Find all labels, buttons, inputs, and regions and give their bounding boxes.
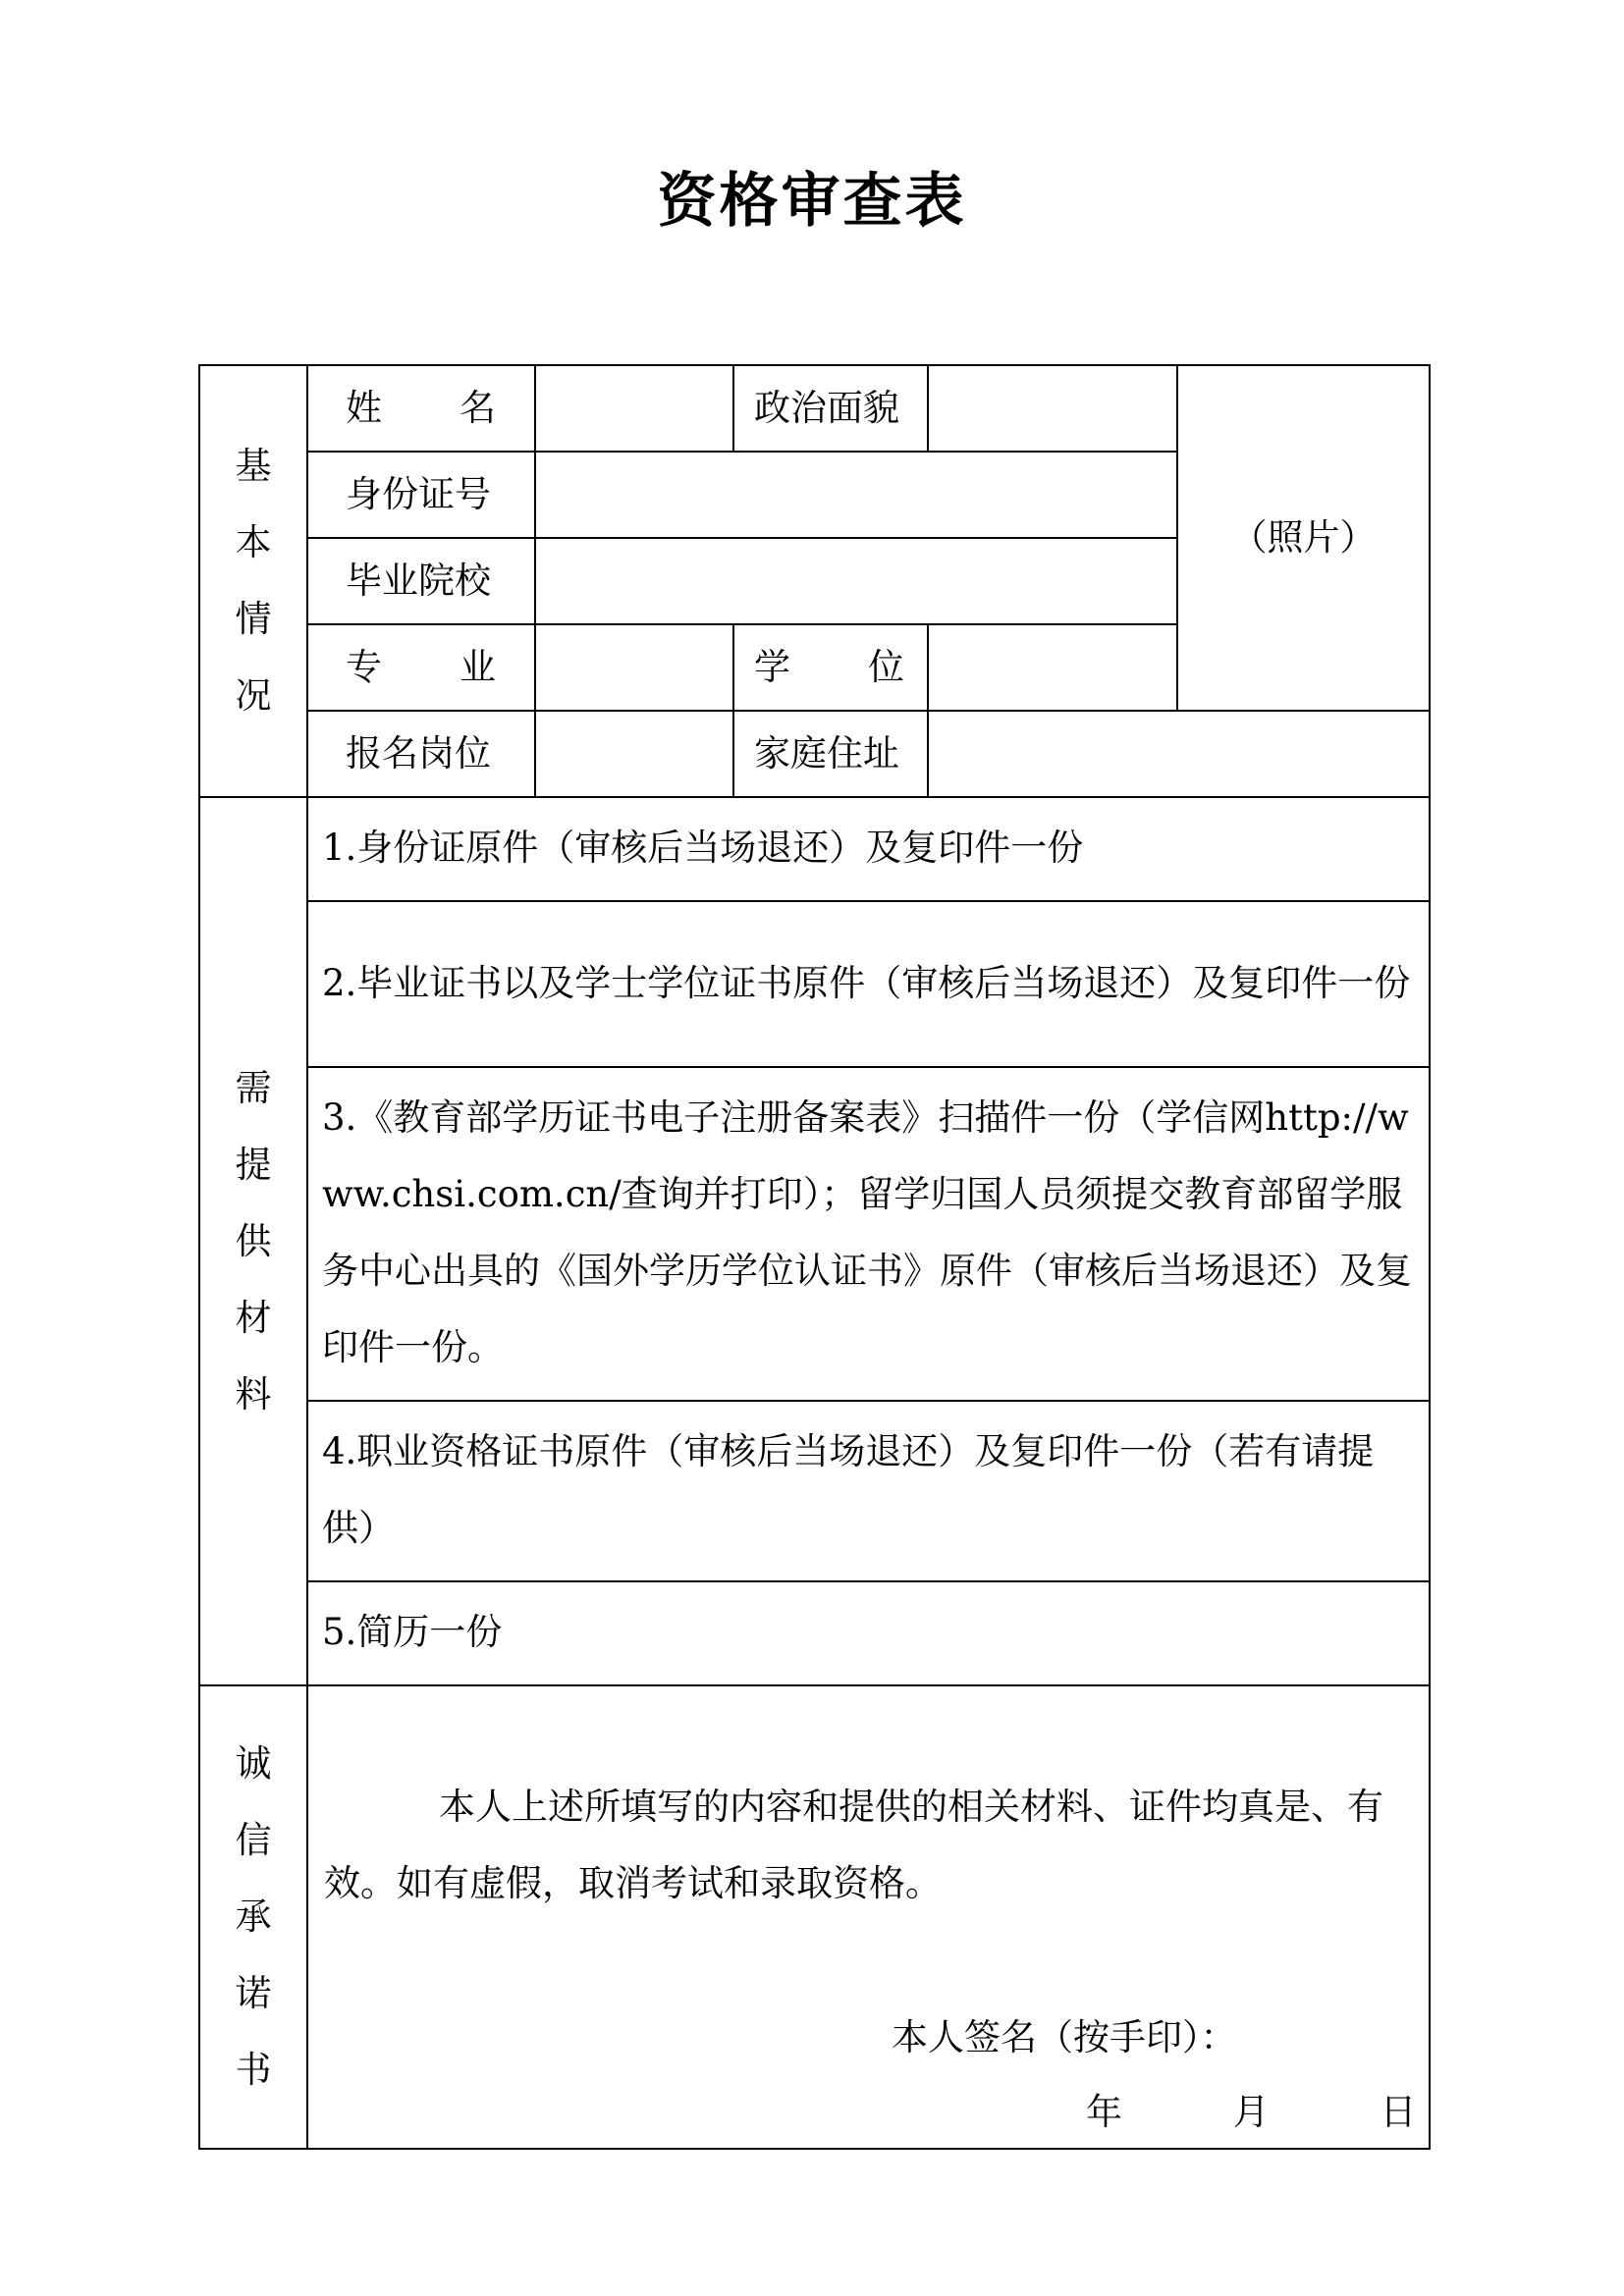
pledge-content (307, 1685, 1430, 2149)
major-label (307, 624, 535, 711)
pledge-text: 本人上述所填写的内容和提供的相关材料、证件均真是、有效。如有虚假，取消考试和录取资格。 (324, 1786, 1383, 1904)
photo-placeholder: （照片） (1230, 515, 1377, 559)
basic-info-char: 况 (235, 674, 272, 717)
basic-info-char: 情 (235, 598, 272, 640)
applied-position-label: 报名岗位 (307, 711, 535, 797)
degree-field[interactable] (928, 624, 1177, 711)
name-field[interactable] (535, 365, 733, 452)
degree-label (733, 624, 928, 711)
applied-position-field[interactable] (535, 711, 733, 797)
basic-info-char: 基 (235, 445, 272, 487)
material-item: 2.毕业证书以及学士学位证书原件（审核后当场退还）及复印件一份 (307, 901, 1430, 1067)
name-label-char: 名 (460, 386, 496, 429)
materials-char: 供 (235, 1219, 272, 1262)
pledge-char: 诺 (235, 1972, 272, 2014)
day-label: 日 (1380, 2091, 1417, 2133)
pledge-section-label (199, 1685, 307, 2149)
major-label-char: 业 (460, 645, 496, 688)
material-item: 4.职业资格证书原件（审核后当场退还）及复印件一份（若有请提供） (307, 1401, 1430, 1581)
material-item: 1.身份证原件（审核后当场退还）及复印件一份 (307, 797, 1430, 901)
photo-box[interactable] (1177, 365, 1430, 711)
major-label-char: 专 (346, 645, 382, 688)
materials-char: 提 (235, 1143, 272, 1186)
material-item: 3.《教育部学历证书电子注册备案表》扫描件一份（学信网http://www.chsi.com.cn/查询并打印）；留学归国人员须提交教育部留学服务中心出具的《国外学历学位认证书》原件（审核后当场退还）及复印件一份。 (307, 1067, 1430, 1401)
graduate-school-label: 毕业院校 (307, 538, 535, 624)
qualification-review-table (198, 364, 1431, 2150)
basic-info-char: 本 (235, 521, 272, 563)
name-label-char: 姓 (346, 386, 382, 429)
pledge-char: 承 (235, 1896, 272, 1938)
political-status-label: 政治面貌 (733, 365, 928, 452)
date-line (1086, 2091, 1417, 2134)
materials-char: 料 (235, 1372, 272, 1415)
material-item: 5.简历一份 (307, 1581, 1430, 1685)
major-field[interactable] (535, 624, 733, 711)
materials-section-label (199, 797, 307, 1685)
degree-label-char: 位 (868, 645, 904, 688)
signature-label: 本人签名（按手印）： (892, 2016, 1237, 2058)
graduate-school-field[interactable] (535, 538, 1177, 624)
political-status-field[interactable] (928, 365, 1177, 452)
page-title: 资格审查表 (657, 167, 967, 236)
home-address-label: 家庭住址 (733, 711, 928, 797)
year-label: 年 (1086, 2091, 1122, 2133)
home-address-field[interactable] (928, 711, 1430, 797)
pledge-char: 诚 (235, 1742, 272, 1785)
materials-char: 需 (235, 1066, 272, 1109)
name-label (307, 365, 535, 452)
id-number-field[interactable] (535, 452, 1177, 538)
degree-label-char: 学 (754, 645, 790, 688)
pledge-char: 信 (235, 1819, 272, 1861)
pledge-char: 书 (235, 2049, 272, 2091)
month-label: 月 (1232, 2091, 1270, 2133)
basic-info-section-label (199, 365, 307, 797)
materials-char: 材 (235, 1296, 272, 1339)
id-number-label: 身份证号 (307, 452, 535, 538)
